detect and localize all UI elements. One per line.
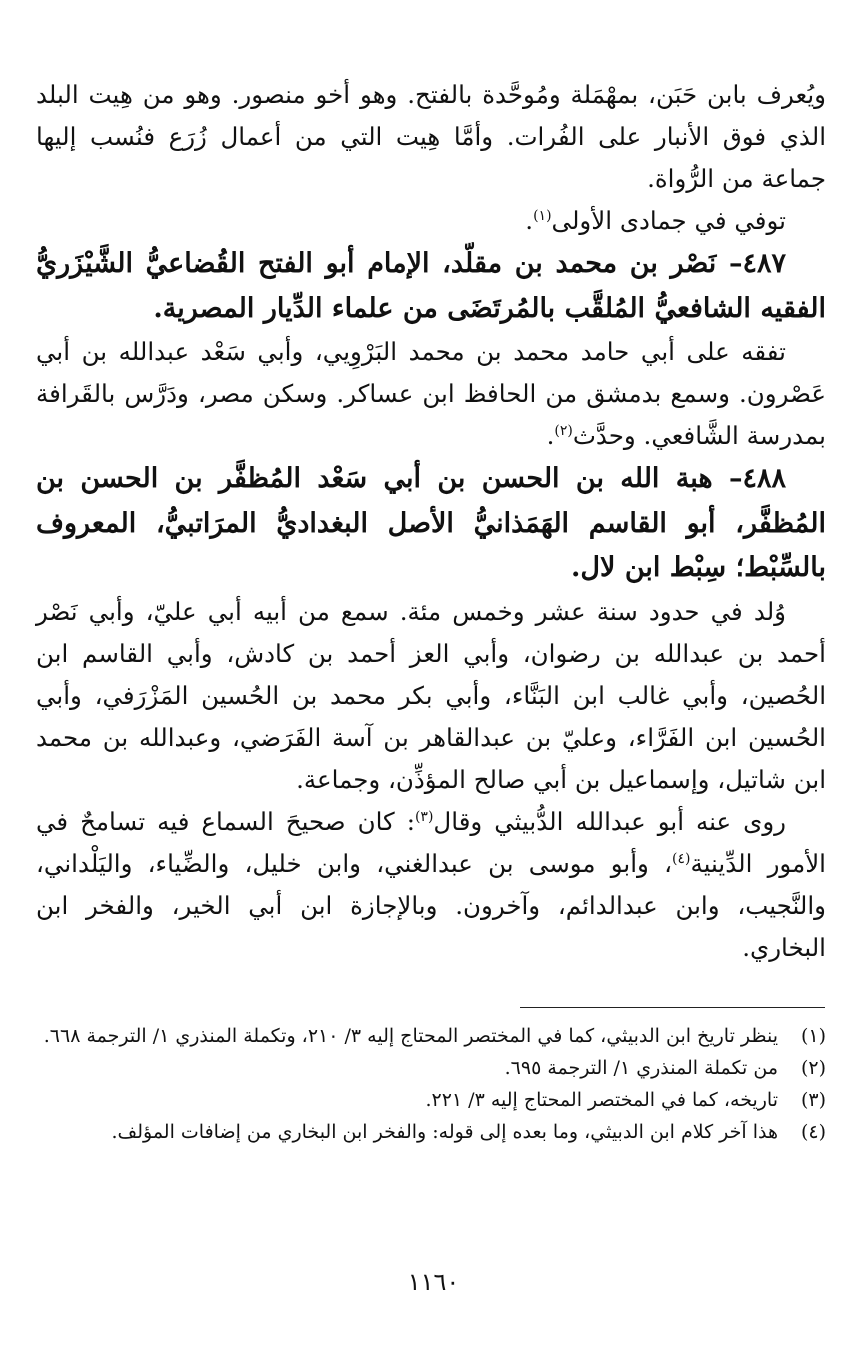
footnote-1: [36, 1022, 826, 1050]
death-text: توفي في جمادى الأولى: [551, 206, 786, 235]
footnote-ref-3[interactable]: (٣): [414, 808, 434, 825]
footnote-3: [36, 1086, 826, 1114]
death-end: .: [525, 206, 534, 235]
footnote-number: (١): [800, 1025, 826, 1047]
entry-number-488: ٤٨٨–: [728, 463, 786, 494]
narrators-end: ، وأبو موسى بن عبدالغني، وابن خليل، والضِّياء، واليَلْداني، والنَّجيب، وابن عبدالدائم، وآخرون. وبالإجازة ابن أبي الخير، والفخر ابن البخاري.: [36, 848, 826, 962]
paragraph-487-end: .: [546, 421, 555, 450]
paragraph-487: [36, 331, 826, 457]
footnote-text: ينظر تاريخ ابن الدبيثي، كما في المختصر المحتاج إليه ٣/ ٢١٠، وتكملة المنذري ١/ الترجمة ٦٦٨.: [43, 1025, 778, 1047]
footnote-separator: [520, 1007, 825, 1008]
page-number: ١١٦٠: [407, 1268, 460, 1296]
footnote-text: تاريخه، كما في المختصر المحتاج إليه ٣/ ٢٢١.: [425, 1089, 778, 1111]
footnote-2: [36, 1054, 826, 1082]
paragraph-death: [36, 200, 826, 242]
paragraph-intro: ويُعرف بابن حَبَن، بمهْمَلة ومُوحَّدة بالفتح. وهو أخو منصور. وهو من هِيت البلد الذي فوق الأنبار على الفُرات. وأمَّا هِيت التي من أعمال زُرَع فنُسب إليها جماعة من الرُّواة.: [36, 80, 826, 193]
main-text: [36, 74, 826, 969]
footnote-ref-1[interactable]: (١): [533, 207, 552, 224]
entry-title-488: هبة الله بن الحسن بن أبي سَعْد المُظفَّر بن الحسن بن المُظفَّر، أبو القاسم الهَمَذانيُّ الأصل البغداديُّ المرَاتبيُّ، المعروف بالسِّبْط؛ سِبْط ابن لال.: [36, 463, 826, 583]
footnote-ref-2[interactable]: (٢): [554, 422, 573, 439]
footnote-number: (٤): [800, 1121, 826, 1143]
footnote-text: من تكملة المنذري ١/ الترجمة ٦٩٥.: [504, 1057, 778, 1079]
footnote-ref-4[interactable]: (٤): [672, 850, 691, 867]
paragraph-487-text: تفقه على أبي حامد محمد بن محمد البَرْوِيي، وأبي سَعْد عبدالله بن أبي عَصْرون. وسمع بدمشق من الحافظ ابن عساكر. وسكن مصر، ودَرَّس بالقَرافة بمدرسة الشَّافعي. وحدَّث: [36, 337, 826, 450]
footnote-text: هذا آخر كلام ابن الدبيثي، وما بعده إلى قوله: والفخر ابن البخاري من إضافات المؤلف.: [111, 1121, 778, 1143]
footnotes: [36, 1022, 826, 1150]
entry-number-487: ٤٨٧–: [728, 248, 786, 279]
footnote-number: (٢): [800, 1057, 826, 1079]
footnote-4: [36, 1118, 826, 1146]
narrators-start: روى عنه أبو عبدالله الدُّبيثي وقال: [433, 806, 786, 836]
paragraph-488-narrators: [36, 801, 826, 969]
entry-title-487: نَصْر بن محمد بن مقلّد، الإمام أبو الفتح القُضاعيُّ الشَّيْزَريُّ الفقيه الشافعيُّ المُلقَّب بالمُرتَضَى من علماء الدِّيار المصرية.: [36, 248, 826, 324]
paragraph-488-birth: وُلد في حدود سنة عشر وخمس مئة. سمع من أبيه أبي عليّ، وأبي نَصْر أحمد بن عبدالله بن رضوان، وأبي العز أحمد بن كادش، وأبي القاسم ابن الحُصين، وأبي غالب ابن البَنَّاء، وأبي بكر محمد بن الحُسين المَزْرَفي، وأبي الحُسين ابن الفَرَّاء، وعليّ بن عبدالقاهر بن آسة الفَرَضي، وعبدالله بن محمد ابن شاتيل، وإسماعيل بن أبي صالح المؤذِّن، وجماعة.: [36, 596, 826, 794]
entry-heading-488: [36, 457, 826, 591]
narrators-mid: : كان صحيحَ السماع فيه تسامحٌ في الأمور الدِّينية: [36, 806, 826, 878]
footnote-number: (٣): [800, 1089, 826, 1111]
entry-heading-487: [36, 242, 826, 331]
